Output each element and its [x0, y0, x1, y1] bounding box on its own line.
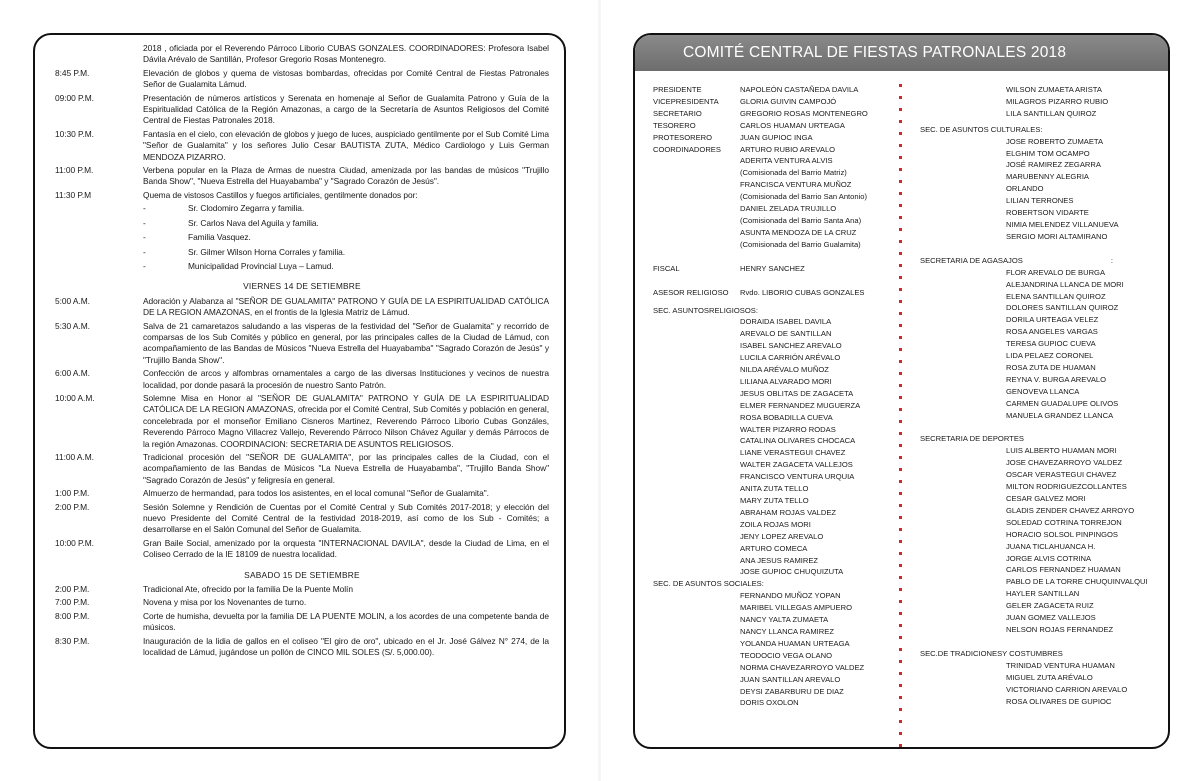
divider-dot	[899, 300, 902, 303]
coordinator-line: (Comisionada del Barrio Santa Ana)	[740, 215, 862, 225]
divider-dot	[899, 384, 902, 387]
schedule-row	[55, 488, 549, 499]
divider-dot	[899, 588, 902, 591]
donor-name: Sr. Clodomiro Zegarra y familia.	[188, 203, 305, 214]
member-name: CARLOS FERNANDEZ HUAMAN	[1006, 565, 1121, 575]
divider-dot	[899, 348, 902, 351]
bullet-dash: -	[143, 260, 146, 271]
committee-role-row	[653, 84, 913, 96]
divider-dot	[899, 600, 902, 603]
event-time: 5:00 A.M.	[55, 295, 90, 306]
member-name: JOSE ROBERTO ZUMAETA	[1006, 136, 1104, 146]
member-name: JOSÉ RAMIREZ ZEGARRA	[1006, 160, 1101, 170]
member-name: LUIS ALBERTO HUAMAN MORI	[1006, 446, 1117, 456]
member-name: DORIS OXOLON	[740, 698, 799, 708]
schedule-panel	[33, 33, 566, 749]
donor-item	[143, 261, 549, 272]
divider-dot	[899, 468, 902, 471]
event-time: 1:00 P.M.	[55, 488, 90, 499]
schedule-row	[55, 502, 549, 536]
coordinator-line: ASUNTA MENDOZA DE LA CRUZ	[740, 227, 857, 237]
member-name: VICTORIANO CARRION AREVALO	[1006, 684, 1128, 694]
day-heading-saturday: SABADO 15 DE SETIEMBRE	[244, 569, 360, 580]
divider-dot	[899, 660, 902, 663]
divider-dot	[899, 648, 902, 651]
member-name: DOLORES SANTILLAN QUIROZ	[1006, 303, 1119, 313]
divider-dot	[899, 444, 902, 447]
member-name: JOSE CHAVEZARROYO VALDEZ	[1006, 458, 1123, 468]
event-time: 8:45 P.M.	[55, 67, 90, 78]
spacer	[653, 251, 913, 263]
member-name: Rvdo. LIBORIO CUBAS GONZALES	[740, 287, 865, 297]
member-name: JORGE ALVIS COTRINA	[1006, 553, 1092, 563]
schedule-row	[55, 68, 549, 91]
event-description: Adoración y Alabanza al "SEÑOR DE GUALAMITA" PATRONO Y GUÍA DE LA ESPIRITUALIDAD CATÓLICA DE LA REGION AMAZONAS, en el frontis de la Iglesia Matriz de Lámud.	[143, 295, 549, 318]
event-time: 2:00 P.M.	[55, 584, 90, 595]
divider-dot	[899, 120, 902, 123]
donor-item	[143, 218, 549, 229]
spacer	[920, 243, 1160, 255]
member-name: OSCAR VERASTEGUI CHAVEZ	[1006, 470, 1117, 480]
committee-panel	[633, 33, 1170, 749]
member-name: JENY LOPEZ AREVALO	[740, 531, 824, 541]
member-name: JESUS OBLITAS DE ZAGACETA	[740, 388, 854, 398]
member-name: NANCY LLANCA RAMIREZ	[740, 626, 834, 636]
divider-dot	[899, 252, 902, 255]
section-title: SEC. DE ASUNTOS SOCIALES:	[653, 579, 764, 589]
event-time: 10:00 P.M.	[55, 537, 94, 548]
member-name: MARIBEL VILLEGAS AMPUERO	[740, 603, 852, 613]
divider-dot	[899, 732, 902, 735]
divider-dot	[899, 636, 902, 639]
member-name: LUCILA CARRIÓN ARÉVALO	[740, 353, 841, 363]
schedule-row	[55, 190, 549, 201]
member-name: WALTER ZAGACETA VALLEJOS	[740, 460, 853, 470]
member-name: DORAIDA ISABEL DAVILA	[740, 317, 832, 327]
divider-dot	[899, 312, 902, 315]
coordinator-line: (Comisionada del Barrio Matriz)	[740, 168, 847, 178]
donor-name: Sr. Carlos Nava del Aguila y familia.	[188, 217, 319, 228]
member-name: ANITA ZUTA TELLO	[740, 484, 809, 494]
event-time: 2:00 P.M.	[55, 501, 90, 512]
divider-dot	[899, 324, 902, 327]
event-time: 7:00 P.M.	[55, 597, 90, 608]
member-name: SOLEDAD COTRINA TORREJON	[1006, 517, 1122, 527]
schedule-row	[55, 93, 549, 127]
member-name: CESAR GALVEZ MORI	[1006, 494, 1086, 503]
member-name: ROBERTSON VIDARTE	[1006, 208, 1089, 218]
member-name: ARTURO COMECA	[740, 543, 808, 553]
member-name: MARUBENNY ALEGRIA	[1006, 172, 1089, 182]
divider-dot	[899, 744, 902, 747]
divider-dot	[899, 528, 902, 531]
schedule-block-saturday	[55, 584, 549, 658]
coordinator-line: ADERITA VENTURA ALVIS	[740, 156, 833, 166]
member-name: JUANA TICLAHUANCA H.	[1006, 541, 1096, 551]
member-name: TERESA GUPIOC CUEVA	[1006, 339, 1096, 349]
right-page	[601, 0, 1200, 781]
divider-dot	[899, 576, 902, 579]
event-description: Sesión Solemne y Rendición de Cuentas por el Comité Central y Sub Comités 2017-2018; y elección del nuevo Presidente del Comité Central de la festividad 2018-2019, así como de los Sub - Comités; a desarrollarse en el Salón Comunal del Señor de Gualamita.	[143, 501, 549, 535]
member-name: WILSON ZUMAETA ARISTA	[1006, 85, 1102, 94]
member-name: CATALINA OLIVARES CHOCACA	[740, 436, 856, 446]
member-name: LILIANA ALVARADO MORI	[740, 376, 832, 386]
divider-dot	[899, 372, 902, 375]
bullet-dash: -	[143, 246, 146, 257]
donor-name: Familia Vasquez.	[188, 232, 251, 243]
member-name: JOSE GUPIOC CHUQUIZUTA	[740, 567, 844, 577]
schedule-block-thursday	[55, 68, 549, 201]
divider-dot	[899, 540, 902, 543]
member-name: ANA JESUS RAMIREZ	[740, 555, 819, 565]
event-time: 8:30 P.M.	[55, 635, 90, 646]
divider-dot	[899, 504, 902, 507]
committee-role-row	[653, 144, 913, 156]
schedule-row	[55, 538, 549, 561]
schedule-row	[55, 597, 549, 608]
event-time: 6:00 A.M.	[55, 368, 90, 379]
member-name: JUAN GOMEZ VALLEJOS	[1006, 613, 1096, 623]
coordinator-line: (Comisionada del Barrio Gualamita)	[740, 239, 861, 249]
member-name: DEYSI ZABARBURU DE DIAZ	[740, 686, 844, 696]
divider-dot	[899, 168, 902, 171]
section-title: SEC. ASUNTOSRELIGIOSOS:	[653, 305, 758, 315]
member-name: NIMIA MELENDEZ VILLANUEVA	[1006, 219, 1119, 229]
donor-list	[55, 203, 549, 272]
bullet-dash: -	[143, 232, 146, 243]
divider-dot	[899, 336, 902, 339]
event-description: Fantasía en el cielo, con elevación de globos y juego de luces, auspiciado gentilmente por el Sub Comité Lima "Señor de Gualamita" y los señores Julio Cesar BAUTISTA ZUTA, Médico Cardiologo y Luis German MENDOZA PIZARRO.	[143, 128, 549, 162]
event-description: Confección de arcos y alfombras ornamentales a cargo de las diversas Instituciones y vecinos de nuestra localidad, por donde pasará la procesión de nuestro Santo Patrón.	[143, 368, 549, 390]
schedule-row	[55, 165, 549, 188]
member-name: GLADIS ZENDER CHAVEZ ARROYO	[1006, 505, 1135, 515]
member-name: ELMER FERNANDEZ MUGUERZA	[740, 400, 861, 410]
member-name: NILDA ARÉVALO MUÑOZ	[740, 365, 829, 375]
event-description: Tradicional Ate, ofrecido por la familia De la Puente Molín	[143, 584, 353, 595]
divider-dot	[899, 360, 902, 363]
event-description: Inauguración de la lidia de gallos en el coliseo "El giro de oro", ubicado en el Jr. José Gálvez N° 274, de la localidad de Lámud, jugándose un pollón de CINCO MIL SOLES (S/. 5,000.00).	[143, 635, 549, 658]
member-name: GELER ZAGACETA RUIZ	[1006, 601, 1094, 611]
member-name: ARTURO RUBIO AREVALO	[740, 144, 836, 154]
member-name: TEODOCIO VEGA OLANO	[740, 650, 832, 660]
divider-dot	[899, 144, 902, 147]
divider-dot	[899, 684, 902, 687]
divider-dot	[899, 108, 902, 111]
member-name: LIANE VERASTEGUI CHAVEZ	[740, 448, 846, 458]
event-description: Novena y misa por los Novenantes de turno.	[143, 597, 307, 608]
divider-dot	[899, 180, 902, 183]
divider-dot	[899, 408, 902, 411]
event-time: 10:00 A.M.	[55, 392, 95, 403]
member-name: SERGIO MORI ALTAMIRANO	[1006, 231, 1108, 241]
member-name: JUAN SANTILLAN AREVALO	[740, 674, 841, 684]
member-name: GLORIA GUIVIN CAMPOJÓ	[740, 96, 837, 106]
coordinator-line: (Comisionada del Barrio San Antonio)	[740, 192, 868, 202]
committee-role-row	[653, 132, 913, 144]
event-time: 09:00 P.M.	[55, 92, 94, 103]
section-title	[920, 124, 1160, 136]
member-name: ABRAHAM ROJAS VALDEZ	[740, 507, 837, 517]
member-name: NAPOLEÓN CASTAÑEDA DAVILA	[740, 85, 859, 94]
divider-dot	[899, 204, 902, 207]
divider-dot	[899, 132, 902, 135]
intro-row	[55, 43, 549, 66]
event-time: 11:00 P.M.	[55, 165, 94, 176]
member-name: ROSA ANGELES VARGAS	[1006, 327, 1098, 337]
divider-dot	[899, 264, 902, 267]
member-name: HENRY SANCHEZ	[740, 263, 805, 273]
role-label: VICEPRESIDENTA	[653, 96, 719, 106]
member-name: NELSON ROJAS FERNANDEZ	[1006, 624, 1114, 634]
divider-dot	[899, 552, 902, 555]
member-name: ELGHIM TOM OCAMPO	[1006, 148, 1090, 158]
committee-role-row	[653, 96, 913, 108]
event-description: Tradicional procesión del "SEÑOR DE GUALAMITA", por las principales calles de la Ciudad, con el acompañamiento de las Bandas de Músicos "La Nueva Estrella de Huayabamba", "Trujillo Banda Show" "Sagrado Corazón de Jesús" y feligresía en general.	[143, 452, 549, 485]
section-title-mark: :	[1110, 255, 1113, 265]
divider-dot	[899, 216, 902, 219]
coordinator-line: FRANCISCA VENTURA MUÑOZ	[740, 180, 852, 190]
schedule-row	[55, 368, 549, 391]
donor-name: Municipalidad Provincial Luya – Lamud.	[188, 260, 334, 271]
member-name: GENOVEVA LLANCA	[1006, 386, 1080, 396]
schedule-row	[55, 129, 549, 163]
section-title	[920, 255, 1160, 267]
divider-dot	[899, 516, 902, 519]
schedule-block-friday	[55, 296, 549, 561]
schedule-row	[55, 321, 549, 367]
section-title-text: SECRETARIA DE DEPORTES	[920, 434, 1024, 444]
member-name: LILIAN TERRONES	[1006, 196, 1074, 206]
event-description: Presentación de números artísticos y Serenata en homenaje al Señor de Gualamita Patrono y Guía de la Espiritualidad Católica de la Región Amazonas, a cargo de la Secretaría de Asuntos Religiosos del Comité Central de Fiestas Patronales 2018.	[143, 92, 549, 126]
divider-dot	[899, 696, 902, 699]
event-time: 10:30 P.M.	[55, 128, 94, 139]
role-label: FISCAL	[653, 263, 680, 273]
divider-dot	[899, 84, 902, 87]
section-title	[920, 433, 1160, 445]
day-heading-friday: VIERNES 14 DE SETIEMBRE	[243, 281, 361, 292]
divider-dot	[899, 432, 902, 435]
bullet-dash: -	[143, 203, 146, 214]
divider-dot	[899, 492, 902, 495]
event-description: Solemne Misa en Honor al "SEÑOR DE GUALAMITA" PATRONO Y GUÍA DE LA ESPIRITUALIDAD CATÓLICA DE LA REGION AMAZONAS, ofrecida por el Comité Central, Sub Comités y población en general, concelebrada por el monseñor Emiliano Cisneros Martinez, Reverendo Párroco Liborio Cubas Gonzáles, Reverendo Párroco Magno Villacrez Vallejo, Reverendo Párroco Nilson Chávez Aguilar y demás Párrocos de la región Amazonas. COORDINACION: SECRETARIA DE ASUNTOS RELIGIOSOS.	[143, 392, 549, 449]
schedule-row	[55, 636, 549, 659]
event-description: Elevación de globos y quema de vistosas bombardas, ofrecidas por Comité Central de Fiestas Patronales Señor de Gualamita Lámud.	[143, 67, 549, 90]
donor-item	[143, 232, 549, 243]
member-name: ROSA OLIVARES DE GUPIOC	[1006, 696, 1112, 706]
event-time: 11:30 P.M	[55, 189, 92, 200]
committee-column-right	[920, 84, 1160, 707]
member-name: REYNA V. BURGA AREVALO	[1006, 374, 1107, 384]
member-name: AREVALO DE SANTILLAN	[740, 329, 832, 339]
event-description: Corte de humisha, devuelta por la familia DE LA PUENTE MOLIN, a los acordes de una competente banda de músicos.	[143, 610, 549, 633]
section-title	[920, 648, 1160, 660]
event-description: Salva de 21 camaretazos saludando a las visperas de la festividad del "Señor de Gualamita" y recorrido de comparsas de los Sub Comités y público en general, por las principales calles de la Ciudad de Lámud, con acompañamiento de las Bandas de Músicos "Nueva Estrella del Huayabamba" "Sagrado Corazón de Jesús" y "Trujillo Banda Show".	[143, 320, 549, 365]
section-title-text: SEC. DE ASUNTOS CULTURALES:	[920, 124, 1043, 134]
member-name: MANUELA GRANDEZ LLANCA	[1006, 410, 1114, 420]
donor-name: Sr. Gilmer Wilson Horna Corrales y familia.	[188, 246, 346, 257]
role-label: COORDINADORES	[653, 144, 721, 154]
member-name: FLOR AREVALO DE BURGA	[1006, 267, 1106, 277]
member-name: TRINIDAD VENTURA HUAMAN	[1006, 660, 1115, 670]
member-name: MILAGROS PIZARRO RUBIO	[1006, 96, 1109, 106]
member-name: ROSA BOBADILLA CUEVA	[740, 412, 833, 422]
member-name: LILA SANTILLAN QUIROZ	[1006, 108, 1097, 118]
member-name: DORILA URTEAGA VELEZ	[1006, 315, 1099, 325]
member-name: CARMEN GUADALUPE OLIVOS	[1006, 398, 1119, 408]
divider-dot	[899, 456, 902, 459]
schedule-row	[55, 584, 549, 595]
member-name: MARY ZUTA TELLO	[740, 496, 809, 505]
event-description: Verbena popular en la Plaza de Armas de nuestra Ciudad, amenizada por las bandas de músicos "Trujillo Banda Show", "Nueva Estrella del Huayabamba" y "Sagrado Corazón de Jesús".	[143, 165, 549, 187]
divider-dot	[899, 396, 902, 399]
section-title-text: SEC.DE TRADICIONESY COSTUMBRES	[920, 648, 1063, 658]
schedule-row	[55, 393, 549, 450]
role-label: PRESIDENTE	[653, 85, 702, 94]
schedule-row	[55, 452, 549, 486]
divider-dot	[899, 96, 902, 99]
committee-title: COMITÉ CENTRAL DE FIESTAS PATRONALES 2018	[635, 35, 1168, 71]
divider-dot	[899, 420, 902, 423]
member-name: HAYLER SANTILLAN	[1006, 589, 1080, 599]
committee-column-left	[653, 84, 913, 709]
divider-dot	[899, 156, 902, 159]
donor-item	[143, 203, 549, 214]
red-dot-divider	[899, 84, 903, 749]
member-name: FRANCISCO VENTURA URQUIA	[740, 472, 855, 482]
committee-role-row	[653, 263, 913, 275]
member-name: YOLANDA HUAMAN URTEAGA	[740, 638, 850, 648]
member-name: ZOILA ROJAS MORI	[740, 519, 811, 529]
member-name: ORLANDO	[1006, 184, 1044, 194]
divider-dot	[899, 228, 902, 231]
divider-dot	[899, 240, 902, 243]
event-time: 11:00 A.M.	[55, 452, 94, 462]
role-label: TESORERO	[653, 120, 696, 130]
schedule-row	[55, 296, 549, 319]
schedule-row	[55, 611, 549, 634]
divider-dot	[899, 612, 902, 615]
member-name: HORACIO SOLSOL PINPINGOS	[1006, 529, 1118, 539]
bullet-dash: -	[143, 217, 146, 228]
member-name: GREGORIO ROSAS MONTENEGRO	[740, 108, 868, 118]
divider-dot	[899, 564, 902, 567]
committee-role-row	[653, 120, 913, 132]
divider-dot	[899, 708, 902, 711]
role-label: ASESOR RELIGIOSO	[653, 287, 729, 297]
divider-dot	[899, 288, 902, 291]
role-label: SECRETARIO	[653, 108, 702, 118]
divider-dot	[899, 276, 902, 279]
spacer	[920, 421, 1160, 433]
event-description: Almuerzo de hermandad, para todos los asistentes, en el local comunal "Señor de Gualamita".	[143, 488, 489, 499]
committee-role-row	[653, 287, 913, 299]
role-label: PROTESORERO	[653, 132, 713, 142]
member-name: WALTER PIZARRO RODAS	[740, 424, 836, 434]
member-name: ISABEL SANCHEZ AREVALO	[740, 341, 842, 351]
divider-dot	[899, 720, 902, 723]
coordinator-line: DANIEL ZELADA TRUJILLO	[740, 204, 837, 214]
member-name: ROSA ZUTA DE HUAMAN	[1006, 362, 1096, 372]
member-name: PABLO DE LA TORRE CHUQUINVALQUI	[1006, 577, 1148, 587]
spacer	[653, 275, 913, 287]
member-name: FERNANDO MUÑOZ YOPAN	[740, 591, 841, 601]
member-name: MIGUEL ZUTA ARÉVALO	[1006, 672, 1093, 682]
event-time: 8:00 P.M.	[55, 610, 90, 621]
intro-text: 2018 , oficiada por el Reverendo Párroco Liborio CUBAS GONZALES. COORDINADORES: Profesora Isabel Dávila Arévalo de Santillán, Profesor Gregorio Rosas Montenegro.	[143, 43, 549, 65]
divider-dot	[899, 192, 902, 195]
member-name: NORMA CHAVEZARROYO VALDEZ	[740, 662, 865, 672]
committee-role-row	[653, 108, 913, 120]
divider-dot	[899, 624, 902, 627]
member-name: JUAN GUPIOC INGA	[740, 132, 813, 142]
member-name: MILTON RODRIGUEZCOLLANTES	[1006, 482, 1127, 492]
divider-dot	[899, 480, 902, 483]
member-name: ELENA SANTILLAN QUIROZ	[1006, 291, 1106, 301]
section-title-text: SECRETARIA DE AGASAJOS	[920, 255, 1023, 265]
member-name: LIDA PELAEZ CORONEL	[1006, 351, 1094, 361]
donor-item	[143, 247, 549, 258]
left-page	[0, 0, 598, 781]
spacer	[920, 636, 1160, 648]
event-description: Gran Baile Social, amenizado por la orquesta "INTERNACIONAL DAVILA", desde la Ciudad de Lima, en el Coliseo Cerrado de la IE 18109 de nuestra localidad.	[143, 537, 549, 560]
event-description: Quema de vistosos Castillos y fuegos artificiales, gentilmente donados por:	[143, 189, 418, 200]
event-time: 5:30 A.M.	[55, 320, 90, 331]
divider-dot	[899, 672, 902, 675]
member-name: NANCY YALTA ZUMAETA	[740, 615, 829, 625]
member-name: ALEJANDRINA LLANCA DE MORI	[1006, 279, 1124, 289]
schedule-list	[55, 43, 549, 661]
member-name: CARLOS HUAMAN URTEAGA	[740, 120, 845, 130]
